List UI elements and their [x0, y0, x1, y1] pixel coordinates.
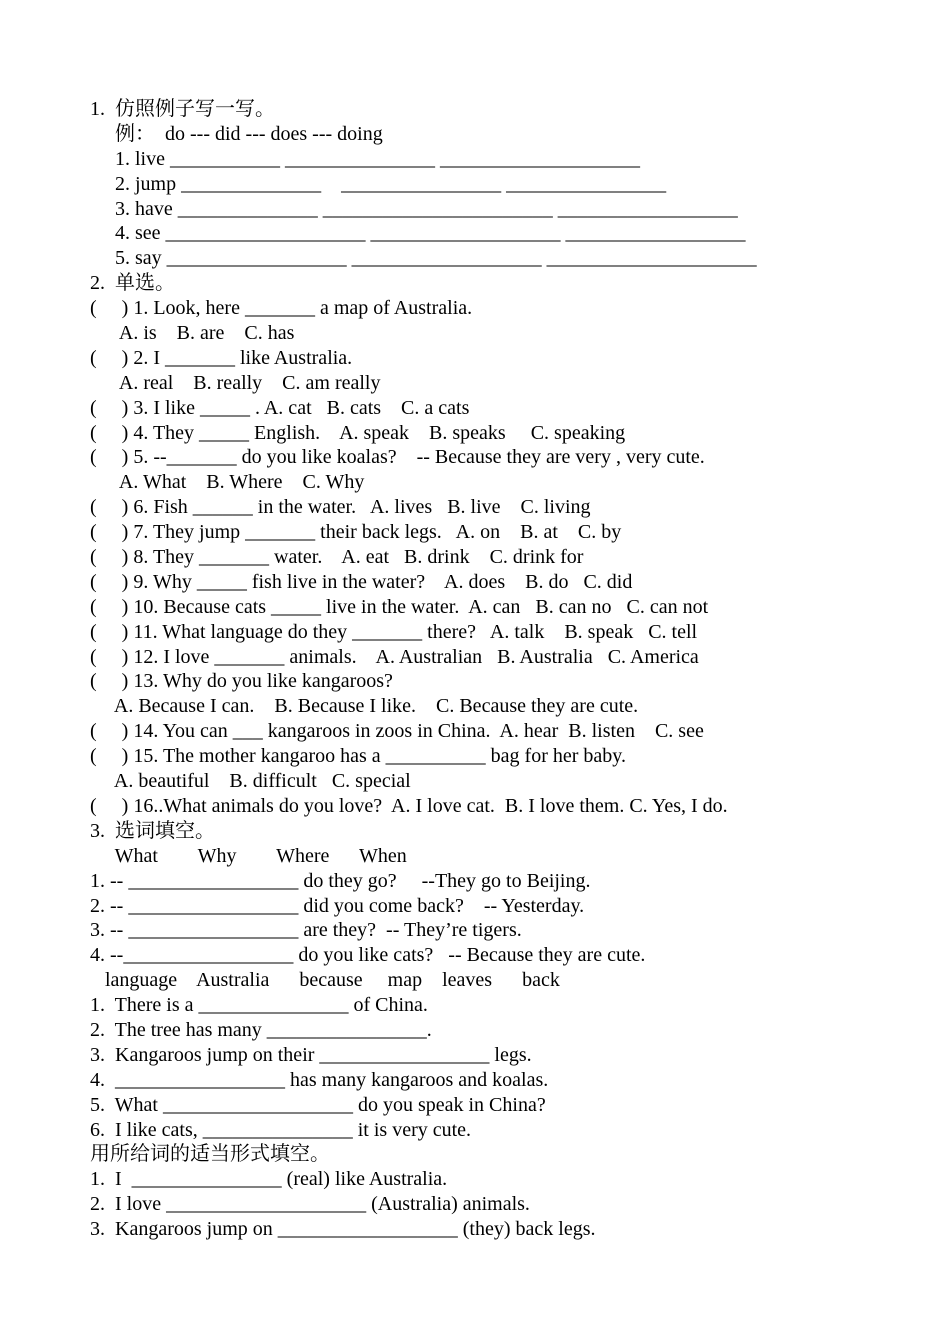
example-line: 例： do --- did --- does --- doing	[90, 122, 383, 145]
question-line: ( ) 16..What animals do you love? A. I love cat. B. I love them. C. Yes, I do.	[90, 794, 728, 817]
fill-blank-line: 2. -- _________________ did you come back? -- Yesterday.	[90, 894, 585, 917]
word-form-line: 1. I _______________ (real) like Australia.	[90, 1168, 448, 1191]
question-line: ( ) 4. They _____ English. A. speak B. speaks C. speaking	[90, 421, 626, 444]
fill-blank-line: 3. -- _________________ are they? -- They’re tigers.	[90, 919, 522, 942]
verb-exercise-line: 1. live ___________ _______________ ____________________	[90, 147, 640, 170]
options-line: A. What B. Where C. Why	[90, 471, 365, 494]
section-1-heading: 1. 仿照例子写一写。	[90, 98, 275, 120]
word-form-line: 2. I love ____________________ (Australia) animals.	[90, 1193, 530, 1216]
section-3-heading: 3. 选词填空。	[90, 819, 215, 842]
question-line: ( ) 10. Because cats _____ live in the water. A. can B. can no C. can not	[90, 595, 709, 618]
question-line: ( ) 6. Fish ______ in the water. A. lives B. live C. living	[90, 496, 591, 519]
question-line: ( ) 8. They _______ water. A. eat B. drink C. drink for	[90, 546, 584, 569]
fill-blank-line: 4. --_________________ do you like cats? -- Because they are cute.	[90, 944, 646, 967]
options-line: A. beautiful B. difficult C. special	[90, 770, 411, 793]
section-2-heading: 2. 单选。	[90, 272, 175, 295]
question-line: ( ) 13. Why do you like kangaroos?	[90, 670, 393, 693]
fill-blank-line: 2. The tree has many ________________.	[90, 1018, 432, 1041]
section-4-heading: 用所给词的适当形式填空。	[90, 1143, 330, 1166]
verb-exercise-line: 5. say __________________ ___________________ _____________________	[90, 247, 757, 270]
fill-blank-line: 6. I like cats, _______________ it is very cute.	[90, 1118, 472, 1141]
fill-blank-line: 1. There is a _______________ of China.	[90, 994, 428, 1017]
worksheet-document	[90, 97, 870, 1242]
word-bank: What Why Where When	[90, 844, 407, 867]
options-line: A. is B. are C. has	[90, 322, 295, 345]
question-line: ( ) 11. What language do they _______ there? A. talk B. speak C. tell	[90, 620, 698, 643]
question-line: ( ) 2. I _______ like Australia.	[90, 346, 353, 369]
question-line: ( ) 12. I love _______ animals. A. Australian B. Australia C. America	[90, 645, 699, 668]
question-line: ( ) 14. You can ___ kangaroos in zoos in China. A. hear B. listen C. see	[90, 720, 704, 743]
question-line: ( ) 15. The mother kangaroo has a __________ bag for her baby.	[90, 745, 626, 768]
fill-blank-line: 4. _________________ has many kangaroos and koalas.	[90, 1068, 549, 1091]
word-bank: language Australia because map leaves back	[90, 969, 560, 992]
fill-blank-line: 1. -- _________________ do they go? --They go to Beijing.	[90, 869, 591, 892]
fill-blank-line: 3. Kangaroos jump on their _________________ legs.	[90, 1043, 532, 1066]
verb-exercise-line: 3. have ______________ _______________________ __________________	[90, 197, 738, 220]
options-line: A. Because I can. B. Because I like. C. Because they are cute.	[90, 695, 639, 718]
word-form-line: 3. Kangaroos jump on __________________ (they) back legs.	[90, 1218, 596, 1241]
fill-blank-line: 5. What ___________________ do you speak in China?	[90, 1093, 546, 1116]
verb-exercise-line: 4. see ____________________ ___________________ __________________	[90, 222, 746, 245]
question-line: ( ) 9. Why _____ fish live in the water? A. does B. do C. did	[90, 570, 633, 593]
question-line: ( ) 5. --_______ do you like koalas? -- Because they are very , very cute.	[90, 446, 705, 469]
question-line: ( ) 1. Look, here _______ a map of Australia.	[90, 297, 473, 320]
question-line: ( ) 3. I like _____ . A. cat B. cats C. a cats	[90, 396, 470, 419]
question-line: ( ) 7. They jump _______ their back legs. A. on B. at C. by	[90, 521, 622, 544]
verb-exercise-line: 2. jump ______________ ________________ ________________	[90, 172, 667, 195]
options-line: A. real B. really C. am really	[90, 371, 381, 394]
